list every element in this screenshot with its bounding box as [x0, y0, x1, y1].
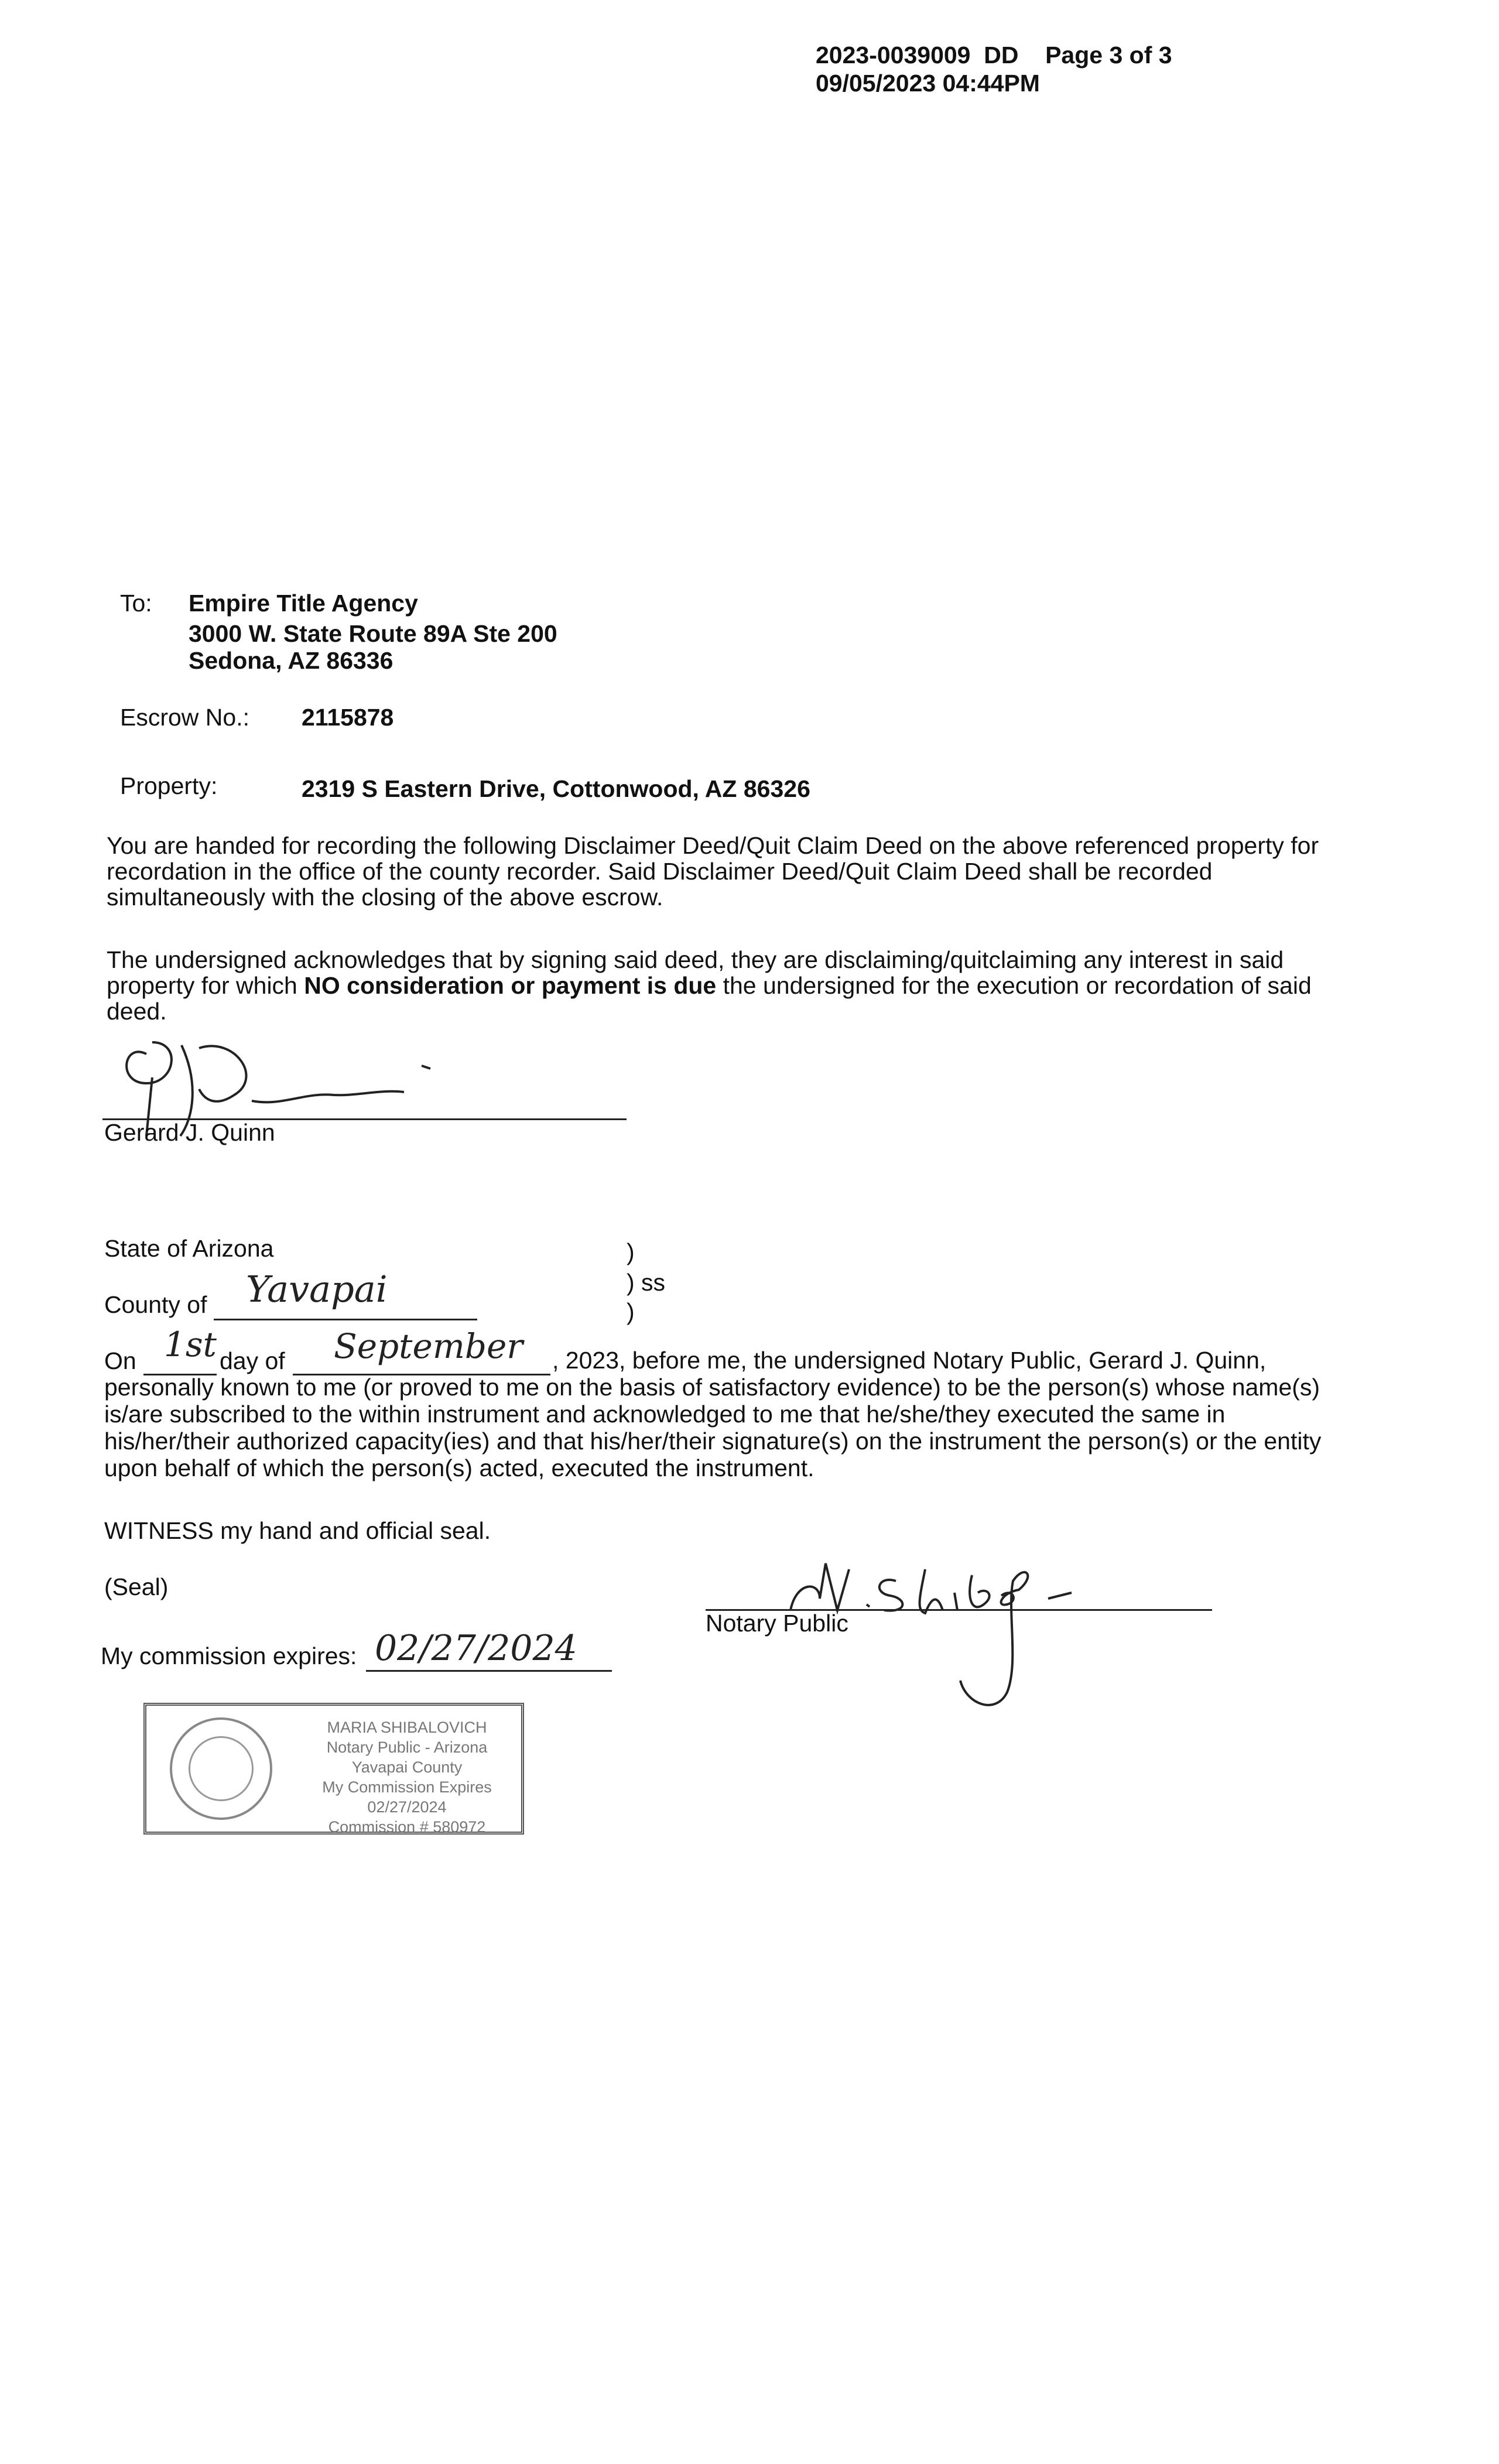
stamp-title: Notary Public - Arizona	[326, 1739, 488, 1756]
day-of-label: day of	[220, 1347, 285, 1374]
doc-number: 2023-0039009	[816, 42, 971, 69]
stamp-expires-date: 02/27/2024	[367, 1798, 447, 1816]
seal-label: (Seal)	[104, 1573, 169, 1600]
property-address: 2319 S Eastern Drive, Cottonwood, AZ 86326	[302, 775, 810, 802]
recipient-name: Empire Title Agency	[189, 590, 418, 617]
venue-paren-ss: ) ss	[627, 1269, 666, 1296]
venue-paren-1: )	[627, 1238, 635, 1265]
page-indicator: Page 3 of 3	[1045, 42, 1172, 69]
commission-label: My commission expires:	[101, 1642, 357, 1669]
commission-handwritten: 02/27/2024	[375, 1628, 577, 1669]
acknowledgement-text-end: the undersigned for the execution or recordation of said deed.	[107, 972, 1312, 1025]
escrow-label: Escrow No.:	[120, 704, 249, 731]
acknowledgement-paragraph	[107, 947, 1325, 1024]
stamp-notary-name: MARIA SHIBALOVICH	[327, 1719, 487, 1736]
escrow-number: 2115878	[302, 704, 394, 731]
notary-public-label: Notary Public	[706, 1610, 848, 1637]
signer-name: Gerard J. Quinn	[104, 1119, 275, 1146]
notary-acknowledgement-text: , 2023, before me, the undersigned Notary Public, Gerard J. Quinn, personally known to me (or proved to me on the basis of satisfactory evidence) to be the person(s) whose name(s) is/are subscribed to the within instrument and acknowledged to me that he/she/they executed the same in his/her/their authorized capacity(ies) and that his/her/their signature(s) on the instrument the person(s) or the entity upon behalf of which the person(s) acted, executed the instrument.	[104, 1347, 1322, 1481]
to-label: To:	[120, 590, 152, 617]
arizona-seal-icon	[170, 1717, 272, 1820]
recording-instructions-paragraph: You are handed for recording the following Disclaimer Deed/Quit Claim Deed on the above referenced property for recordation in the office of the county recorder. Said Disclaimer Deed/Quit Claim Deed shall be recorded simultaneously with the closing of the above escrow.	[107, 832, 1319, 911]
county-handwritten: Yavapai	[246, 1268, 388, 1310]
document-number	[816, 41, 1172, 69]
on-label: On	[104, 1347, 136, 1374]
month-handwritten: September	[334, 1326, 523, 1366]
state-label: State of Arizona	[104, 1235, 274, 1262]
notary-stamp	[143, 1703, 524, 1835]
seal-inner-ring	[189, 1736, 254, 1801]
recipient-address-line1: 3000 W. State Route 89A Ste 200	[189, 620, 557, 647]
stamp-county: Yavapai County	[351, 1758, 463, 1776]
doc-type: DD	[984, 42, 1019, 69]
stamp-commission-number: Commission # 580972	[328, 1818, 486, 1836]
county-label: County of	[104, 1291, 207, 1318]
no-consideration-emphasis: NO consideration or payment is due	[304, 972, 717, 999]
county-line	[214, 1319, 477, 1320]
day-handwritten: 1st	[164, 1325, 217, 1364]
venue-paren-3: )	[627, 1298, 635, 1325]
acknowledgement-text-start: The undersigned acknowledges that by signing said deed, they are disclaiming/quitclaiming any interest in said property for which	[107, 946, 1284, 999]
commission-line	[366, 1670, 612, 1672]
stamp-text	[304, 1717, 509, 1837]
recipient-address-line2: Sedona, AZ 86336	[189, 647, 393, 674]
recorded-timestamp: 09/05/2023 04:44PM	[816, 70, 1040, 97]
witness-statement: WITNESS my hand and official seal.	[104, 1517, 491, 1544]
stamp-expires-label: My Commission Expires	[322, 1778, 492, 1796]
property-label: Property:	[120, 772, 218, 799]
